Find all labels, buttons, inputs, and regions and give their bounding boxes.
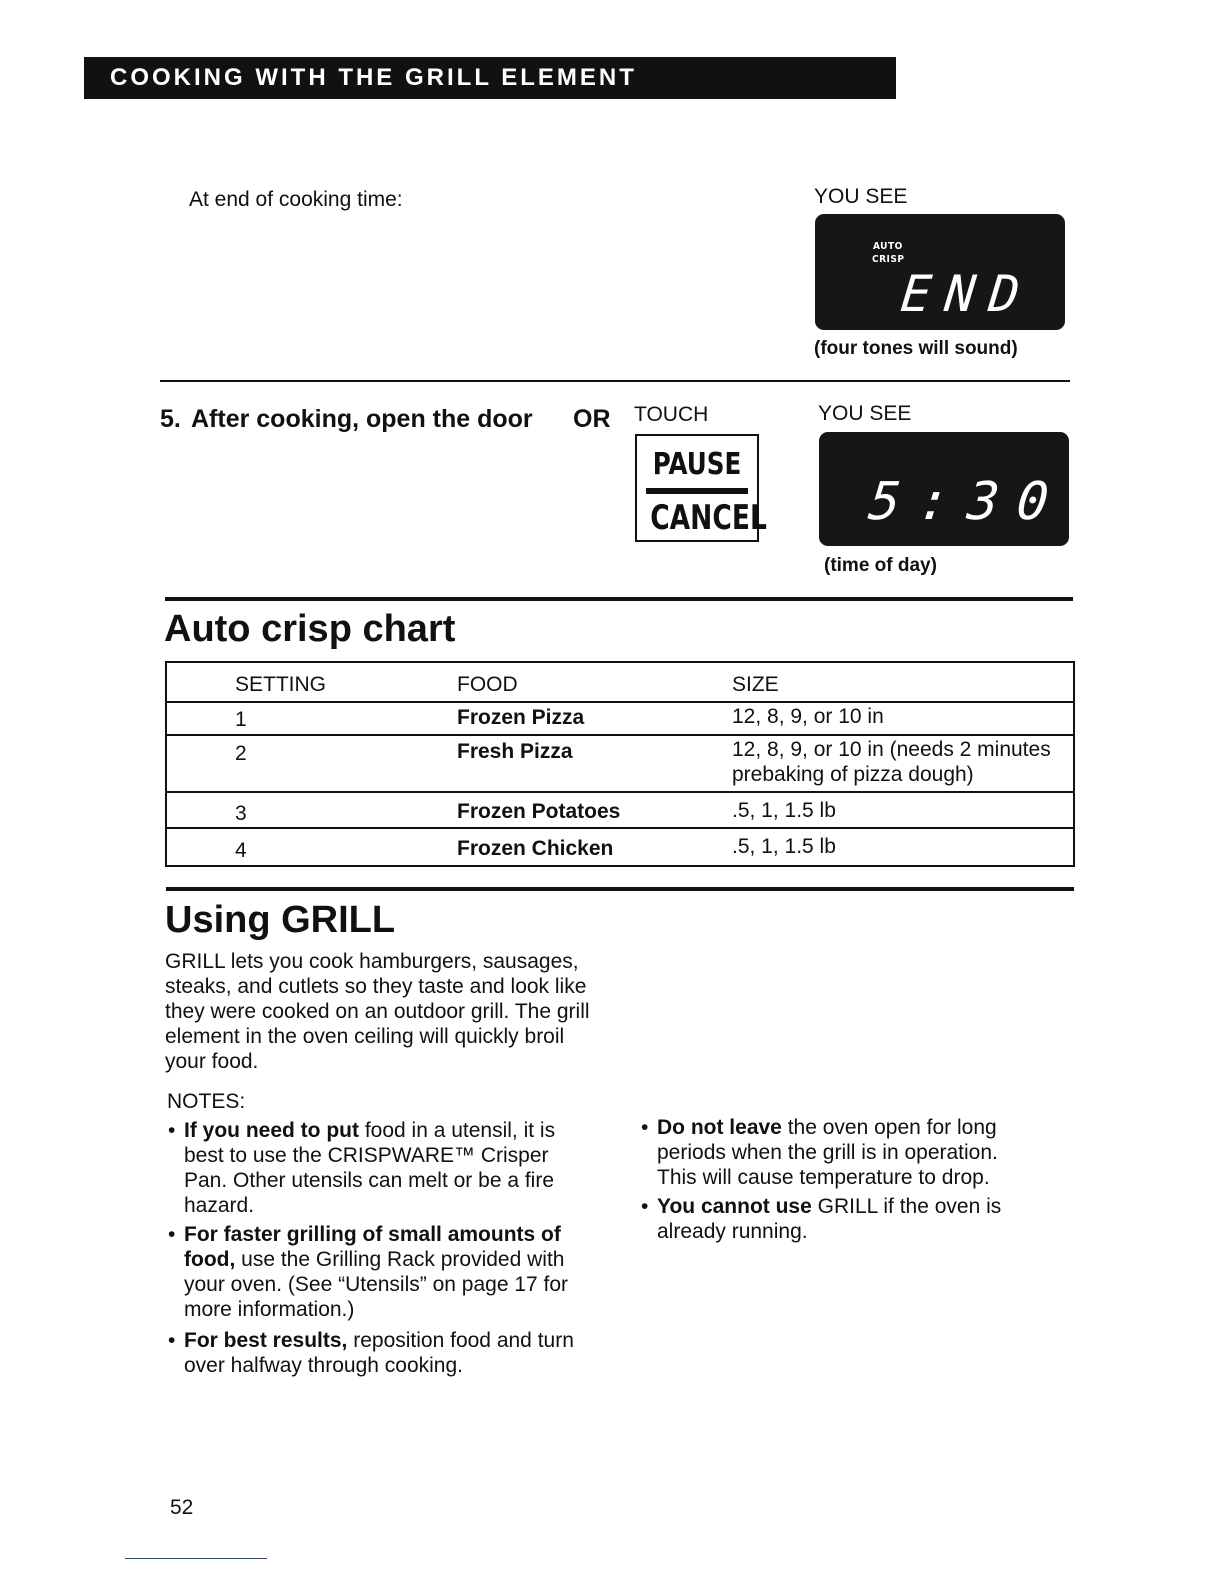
row2-food: Fresh Pizza: [457, 740, 573, 763]
bullet-icon: •: [168, 1119, 176, 1142]
auto-crisp-table: [165, 661, 1075, 867]
crisp-label: CRISP: [872, 254, 905, 265]
note-5: [641, 1194, 1031, 1244]
note-2-text: use the Grilling Rack provided with your oven. (See “Utensils” on page 17 for more information.): [184, 1248, 569, 1321]
note-4-text: the oven open for long periods when the grill is in operation. This will cause temperature to drop.: [657, 1116, 998, 1189]
section-banner: COOKING WITH THE GRILL ELEMENT: [84, 57, 896, 99]
time-caption: (time of day): [824, 555, 937, 576]
row3-size: .5, 1, 1.5 lb: [732, 799, 836, 822]
header-size: SIZE: [732, 673, 779, 696]
chart-title: Auto crisp chart: [164, 608, 456, 650]
bullet-icon: •: [168, 1329, 176, 1352]
table-row: [167, 829, 1073, 865]
note-3-lead: For best results,: [184, 1329, 348, 1352]
row4-setting: 4: [235, 839, 247, 862]
pause-cancel-button[interactable]: [635, 434, 767, 542]
note-3-text: reposition food and turn over halfway through cooking.: [184, 1329, 574, 1377]
end-display: [815, 214, 1065, 330]
note-4: [641, 1115, 1021, 1190]
touch-label: TOUCH: [634, 403, 709, 426]
note-2-lead: For faster grilling of small amounts of food,: [184, 1223, 561, 1271]
divider: [160, 380, 1070, 382]
pause-label: PAUSE: [652, 447, 742, 482]
row3-setting: 3: [235, 802, 247, 825]
footer-line: [125, 1558, 267, 1559]
cancel-label: CANCEL: [650, 498, 767, 538]
row1-setting: 1: [235, 708, 247, 731]
row4-food: Frozen Chicken: [457, 837, 614, 860]
note-1-lead: If you need to put: [184, 1119, 359, 1142]
row2-size: 12, 8, 9, or 10 in (needs 2 minutes prebaking of pizza dough): [732, 738, 1051, 786]
grill-intro: GRILL lets you cook hamburgers, sausages, steaks, and cutlets so they taste and look like they were cooked on an outdoor grill. The grill element in the oven ceiling will quickly broil your food.: [165, 950, 590, 1073]
table-header-row: [167, 663, 1073, 703]
note-3: [168, 1328, 598, 1378]
bullet-icon: •: [641, 1195, 649, 1218]
note-1-text: food in a utensil, it is best to use the CRISPWARE™ Crisper Pan. Other utensils can melt or be a fire hazard.: [184, 1119, 556, 1217]
you-see-label-2: YOU SEE: [818, 402, 912, 425]
key-divider: [646, 488, 748, 494]
note-5-lead: You cannot use: [657, 1195, 812, 1218]
end-display-text: END: [897, 265, 1037, 323]
note-4-lead: Do not leave: [657, 1116, 782, 1139]
auto-label: AUTO: [873, 241, 903, 252]
four-tones-caption: (four tones will sound): [814, 338, 1018, 359]
time-display: [819, 432, 1069, 546]
row1-food: Frozen Pizza: [457, 706, 585, 729]
step5-text: After cooking, open the door: [191, 405, 533, 433]
row2-setting: 2: [235, 742, 247, 765]
bullet-icon: •: [641, 1116, 649, 1139]
notes-label: NOTES:: [167, 1090, 246, 1113]
end-instruction: At end of cooking time:: [189, 188, 403, 211]
note-5-text: GRILL if the oven is already running.: [657, 1195, 1002, 1243]
divider: [166, 887, 1074, 891]
step5-number: 5.: [160, 405, 181, 433]
time-display-text: 5:30: [865, 472, 1070, 532]
header-food: FOOD: [457, 673, 518, 696]
divider: [165, 597, 1073, 601]
or-label: OR: [573, 405, 611, 433]
table-row: [167, 736, 1073, 793]
row1-size: 12, 8, 9, or 10 in: [732, 705, 884, 728]
row3-food: Frozen Potatoes: [457, 800, 621, 823]
note-2: [168, 1222, 588, 1322]
table-row: [167, 793, 1073, 829]
header-setting: SETTING: [235, 673, 327, 696]
note-1: [168, 1118, 588, 1218]
you-see-label-1: YOU SEE: [814, 185, 908, 208]
table-row: [167, 703, 1073, 736]
bullet-icon: •: [168, 1223, 176, 1246]
grill-title: Using GRILL: [165, 899, 396, 941]
row4-size: .5, 1, 1.5 lb: [732, 835, 836, 858]
page-number: 52: [170, 1496, 194, 1519]
